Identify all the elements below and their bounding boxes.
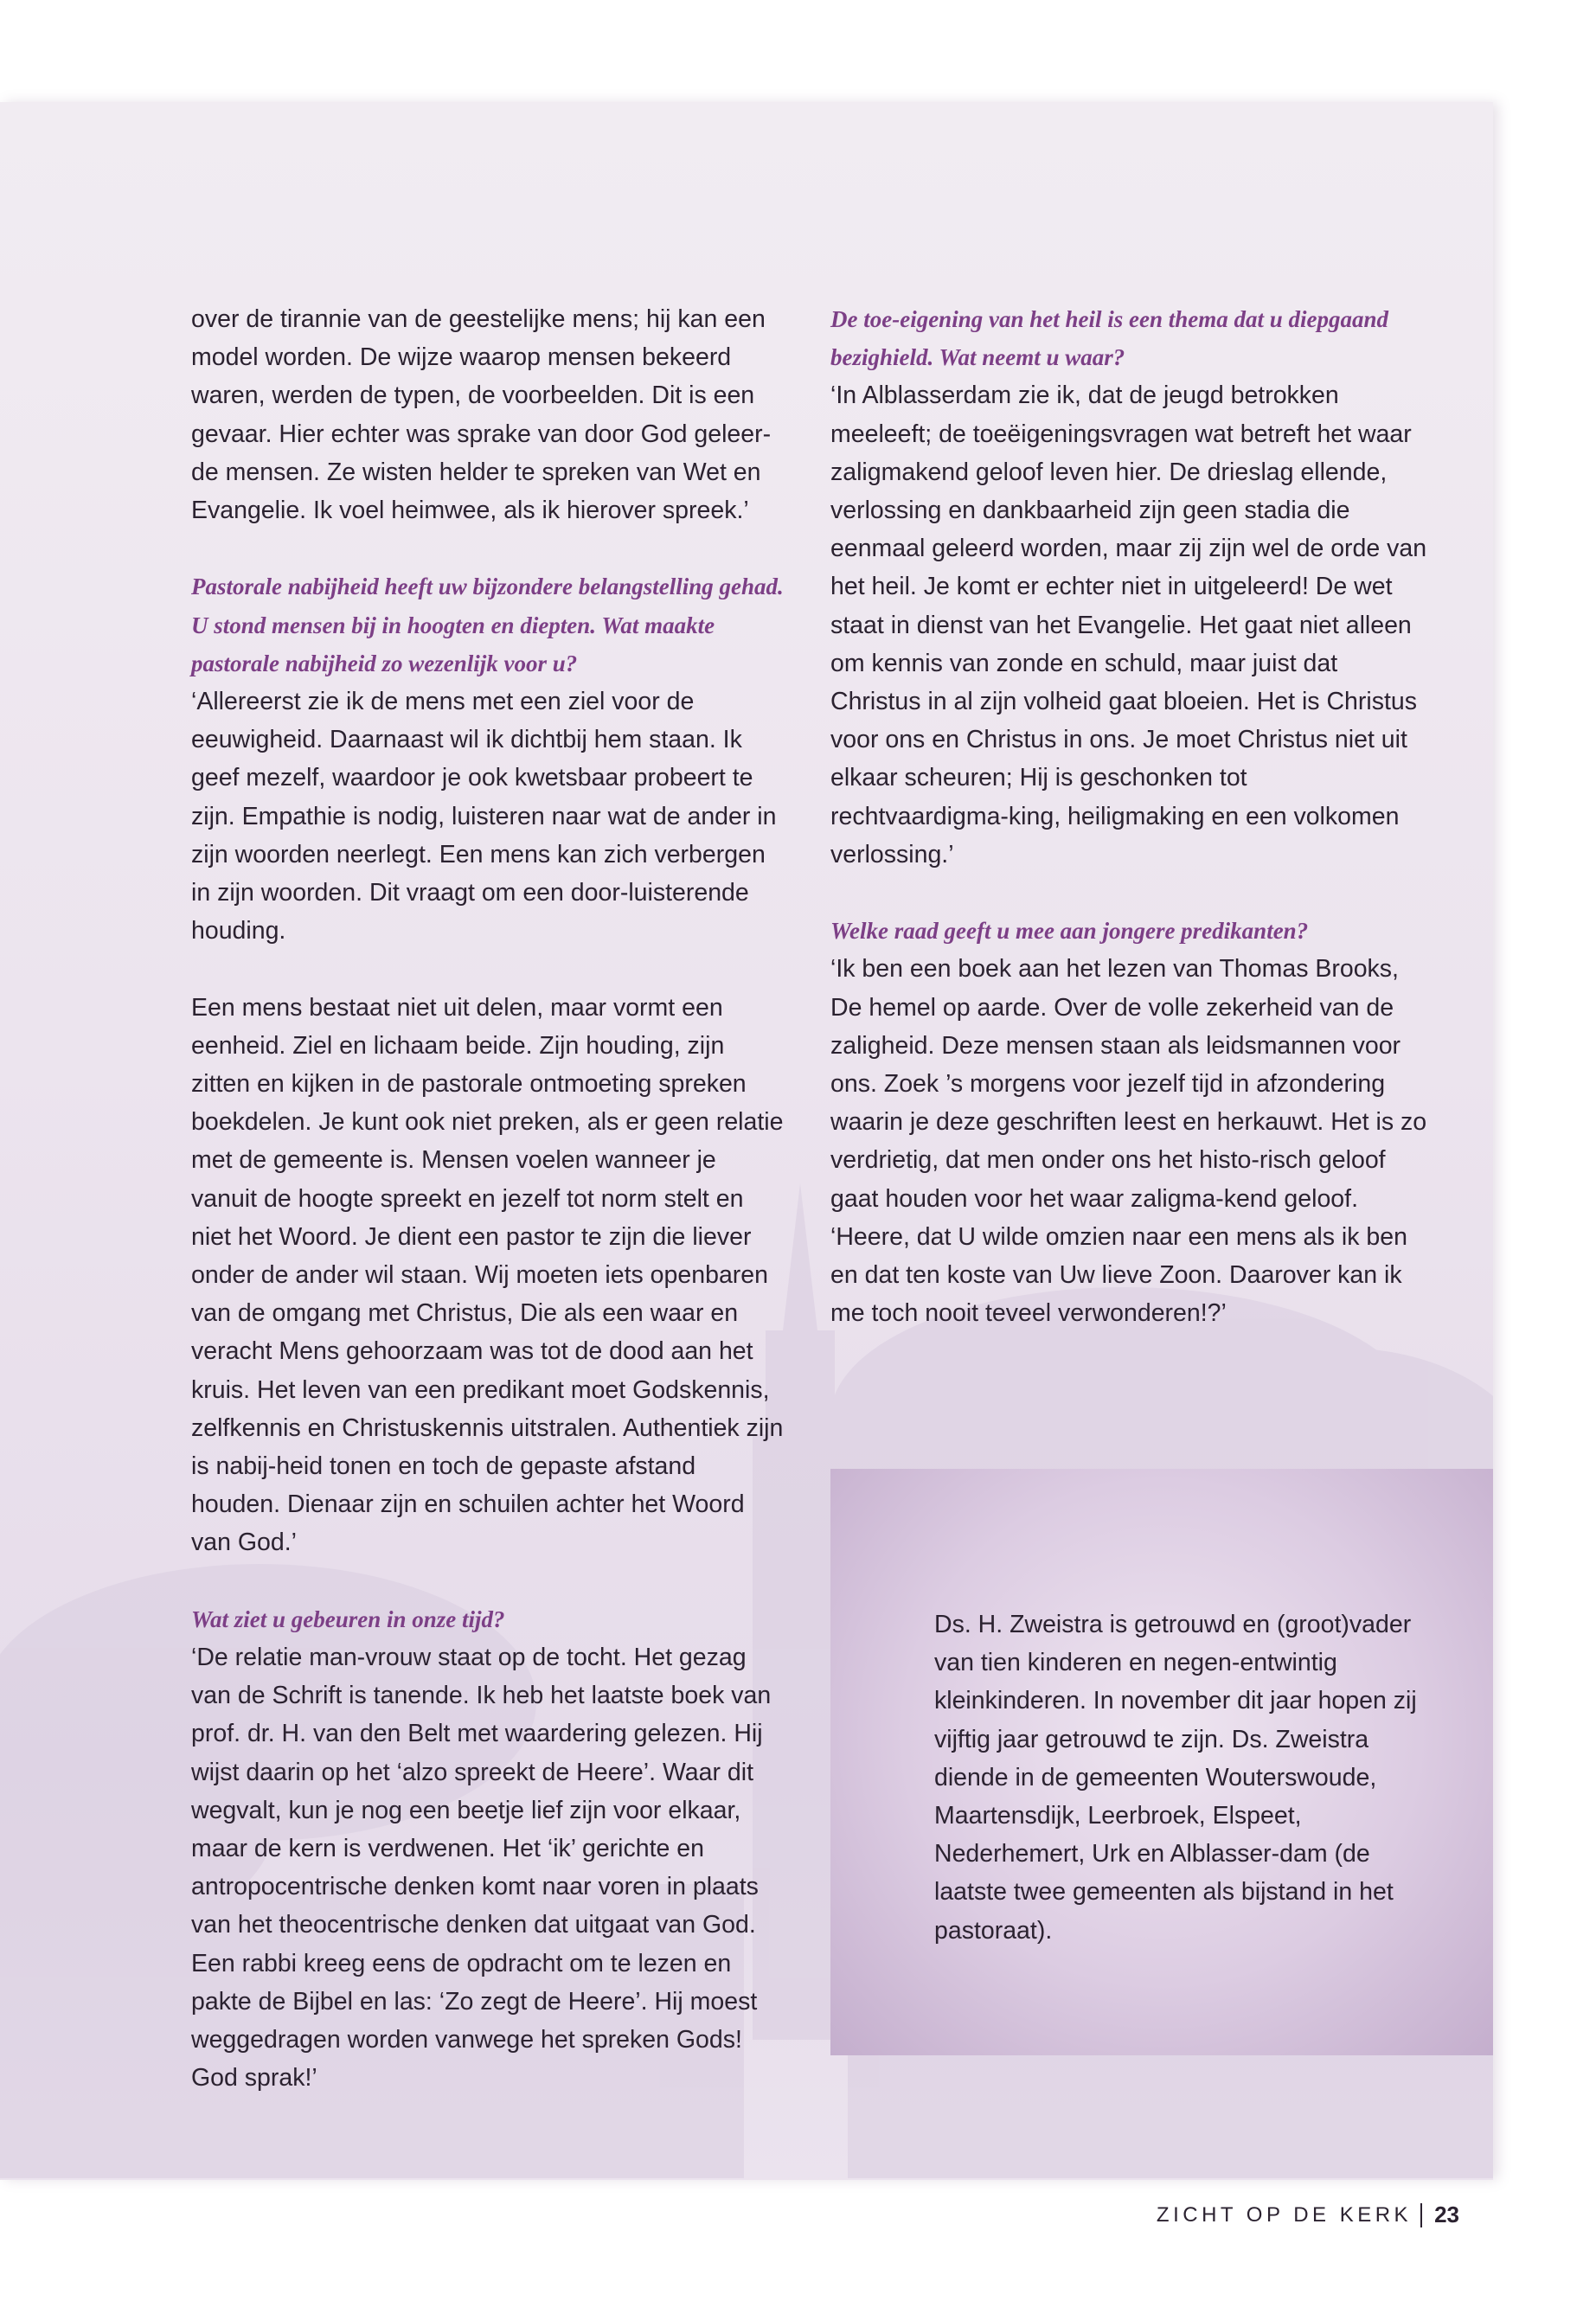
answer-paragraph: ‘Allereerst zie ik de mens met een ziel voor de eeuwigheid. Daarnaast wil ik dichtbij hem staan. Ik geef mezelf, waardoor je ook kwetsbaar probeert te zijn. Empathie is nodig, luisteren naar wat de ander in zijn woorden neerlegt. Een mens kan zich verbergen in zijn woorden. Dit vraagt om een door-luisterende houding. [191, 688, 777, 945]
left-column [191, 300, 788, 2098]
answer-paragraph: ‘Ik ben een boek aan het lezen van Thomas Brooks, De hemel op aarde. Over de volle zekerheid van de zaligheid. Deze mensen staan als leidsmannen voor ons. Zoek ’s morgens voor jezelf tijd in afzondering waarin je deze geschriften leest en herkauwt. Het is zo verdrietig, dat men onder ons het histo-risch geloof gaat houden voor het waar zaligma-kend geloof. ‘Heere, dat U wilde omzien naar een mens als ik ben en dat ten koste van Uw lieve Zoon. Daarover kan ik me toch nooit teveel verwonderen!?’ [830, 955, 1427, 1328]
bio-text: Ds. H. Zweistra is getrouwd en (groot)vader van tien kinderen en negen-entwintig kleinkinderen. In november dit jaar hopen zij vijftig jaar getrouwd te zijn. Ds. Zweistra diende in de gemeenten Wouterswoude, Maartensdijk, Leerbroek, Elspeet, Nederhemert, Urk en Alblasser-dam (de laatste twee gemeenten als bijstand in het pastoraat). [934, 1611, 1417, 1945]
interview-question: Wat ziet u gebeuren in onze tijd? [191, 1606, 505, 1632]
interview-question: De toe-eigening van het heil is een thema dat u diepgaand bezighield. Wat neemt u waar? [830, 306, 1388, 371]
answer-paragraph: Een mens bestaat niet uit delen, maar vormt een eenheid. Ziel en lichaam beide. Zijn houding, zijn zitten en kijken in de pastorale ontmoeting spreken boekdelen. Je kunt ook niet preken, als er geen relatie met de gemeente is. Mensen voelen wanneer je vanuit de hoogte spreekt en jezelf tot norm stelt en niet het Woord. Je dient een pastor te zijn die liever onder de ander wil staan. Wij moeten iets openbaren van de omgang met Christus, Die als een waar en veracht Mens gehoorzaam was tot de dood aan het kruis. Het leven van een predikant moet Godskennis, zelfkennis en Christuskennis uitstralen. Authentiek zijn is nabij-heid tonen en toch de gepaste afstand houden. Dienaar zijn en schuilen achter het Woord van God.’ [191, 993, 784, 1557]
answer-paragraph: ‘In Alblasserdam zie ik, dat de jeugd betrokken meeleeft; de toeëigeningsvragen wat betreft het waar zaligmakend geloof leven hier. De drieslag ellende, verlossing en dankbaarheid zijn geen stadia die eenmaal geleerd worden, maar zij zijn wel de orde van het heil. Je komt er echter niet in uitgeleerd! De wet staat in dienst van het Evangelie. Het gaat niet alleen om kennis van zonde en schuld, maar juist dat Christus in al zijn volheid gaat bloeien. Het is Christus voor ons en Christus in ons. Je moet Christus niet uit elkaar scheuren; Hij is geschonken tot rechtvaardigma-king, heiligmaking en een volkomen verlossing.’ [830, 381, 1427, 868]
footer-divider [1420, 2203, 1422, 2227]
interview-question: Pastorale nabijheid heeft uw bijzondere belangstelling gehad. U stond mensen bij in hoogten en diepten. Wat maakte pastorale nabijheid zo wezenlijk voor u? [191, 574, 784, 676]
magazine-name: ZICHT OP DE KERK [1156, 2202, 1413, 2227]
answer-paragraph: over de tirannie van de geestelijke mens; hij kan een model worden. De wijze waarop mensen bekeerd waren, werden de typen, de voorbeelden. Dit is een gevaar. Hier echter was sprake van door God geleer-de mensen. Ze wisten helder te spreken van Wet en Evangelie. Ik voel heimwee, als ik hierover spreek.’ [191, 305, 772, 525]
bio-box [830, 1469, 1493, 2055]
interview-question: Welke raad geeft u mee aan jongere predikanten? [830, 918, 1309, 945]
right-column [830, 300, 1427, 1332]
page-number: 23 [1434, 2202, 1459, 2227]
page-footer [1157, 2202, 1459, 2228]
answer-paragraph: ‘De relatie man-vrouw staat op de tocht. Het gezag van de Schrift is tanende. Ik heb het laatste boek van prof. dr. H. van den Belt met waardering gelezen. Hij wijst daarin op het ‘alzo spreekt de Heere’. Waar dit wegvalt, kun je nog een beetje lief zijn voor elkaar, maar de kern is verdwenen. Het ‘ik’ gerichte en antropocentrische denken komt naar voren in plaats van het theocentrische denken dat uitgaat van God. Een rabbi kreeg eens de opdracht om te lezen en pakte de Bijbel en las: ‘Zo zegt de Heere’. Hij moest weggedragen worden vanwege het spreken Gods! God sprak!’ [191, 1644, 772, 2093]
